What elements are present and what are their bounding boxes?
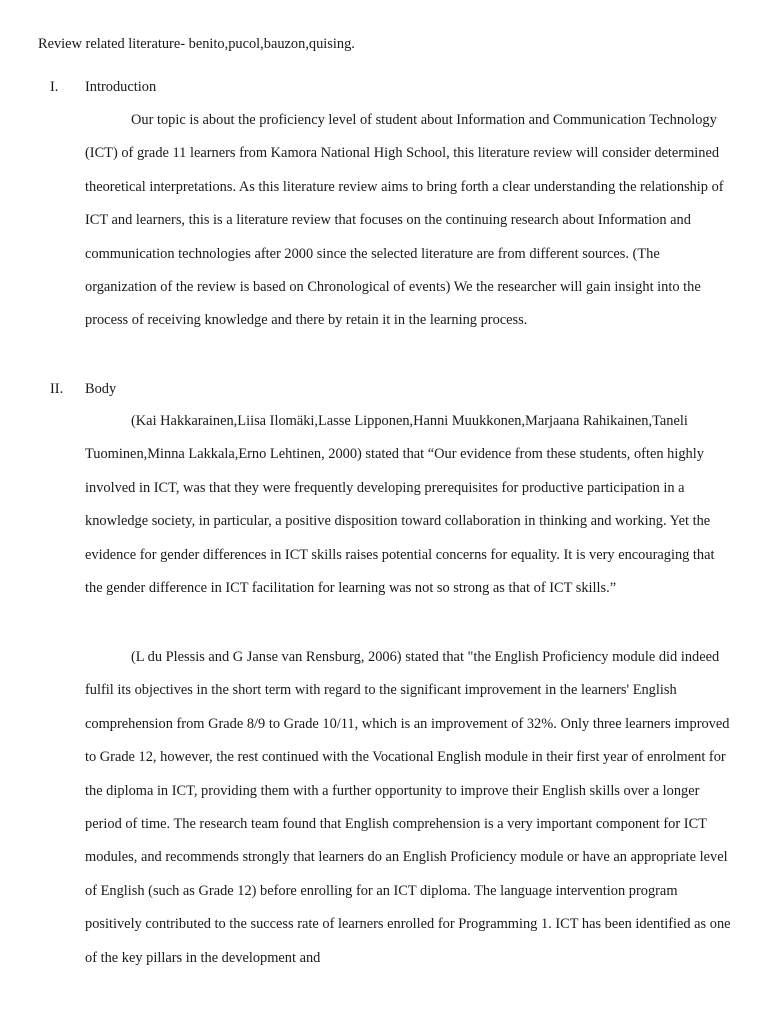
body-paragraph-hakkarainen: (Kai Hakkarainen,Liisa Ilomäki,Lasse Lipponen,Hanni Muukkonen,Marjaana Rahikainen,Taneli Tuominen,Minna Lakkala,Erno Lehtinen, 2000) stated that “Our evidence from these students, often highly involved in ICT, was that they were frequently developing prerequisites for productive participation in a knowledge society, in particular, a positive disposition toward collaboration in thinking and working. Yet the evidence for gender differences in ICT skills raises potential concerns for equality. It is very encouraging that the gender difference in ICT facilitation for learning was not so strong as that of ICT skills.” bbox=[85, 413, 715, 597]
section-numeral: I. bbox=[50, 79, 59, 95]
document-heading: Review related literature- benito,pucol,bauzon,quising. bbox=[38, 36, 355, 52]
section-title: Introduction bbox=[85, 79, 157, 95]
introduction-paragraph: Our topic is about the proficiency level of student about Information and Communication Technology (ICT) of grade 11 learners from Kamora National High School, this literature review will consider determined theoretical interpretations. As this literature review aims to bring forth a clear understanding the relationship of ICT and learners, this is a literature review that focuses on the continuing research about Information and communication technologies after 2000 since the selected literature are from different sources. (The organization of the review is based on Chronological of events) We the researcher will gain insight into the process of receiving knowledge and there by retain it in the learning process. bbox=[85, 112, 724, 329]
section-title: Body bbox=[85, 381, 117, 397]
section-numeral: II. bbox=[50, 381, 64, 397]
body-paragraph-du-plessis: (L du Plessis and G Janse van Rensburg, 2006) stated that "the English Proficiency module did indeed fulfil its objectives in the short term with regard to the significant improvement in the learners' English comprehension from Grade 8/9 to Grade 10/11, which is an improvement of 32%. Only three learners improved to Grade 12, however, the rest continued with the Vocational English module in their first year of enrolment for the diploma in ICT, providing them with a further opportunity to improve their English skills over a longer period of time. The research team found that English comprehension is a very important component for ICT modules, and recommends strongly that learners do an English Proficiency module or have an appropriate level of English (such as Grade 12) before enrolling for an ICT diploma. The language intervention program positively contributed to the success rate of learners enrolled for Programming 1. ICT has been identified as one of the key pillars in the development and bbox=[85, 649, 731, 966]
